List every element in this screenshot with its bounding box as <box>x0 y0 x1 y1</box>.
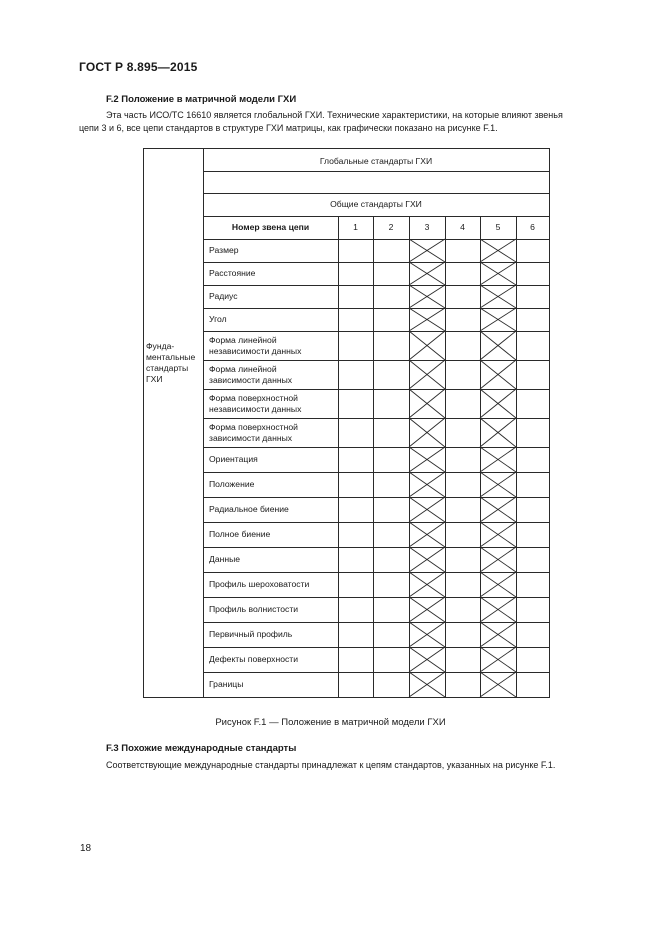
row-label-line: Размер <box>209 245 239 255</box>
row-label-line: независимости данных <box>209 403 302 414</box>
row-label-line: Ориентация <box>209 454 258 464</box>
row-label-line: Полное биение <box>209 529 271 539</box>
row-label-line: Профиль волнистости <box>209 604 299 614</box>
row-label-line: Форма линейной <box>209 334 277 345</box>
page-number: 18 <box>80 843 92 854</box>
row-label-line: Расстояние <box>209 268 256 278</box>
row-label-line: Радиальное биение <box>209 504 289 514</box>
row-label-line: Угол <box>209 314 227 324</box>
chain-number-2: 2 <box>388 222 394 232</box>
row-label-line: Форма поверхностной <box>209 421 298 432</box>
row-label-line: зависимости данных <box>209 432 293 443</box>
row-label-line: Радиус <box>209 291 238 301</box>
row-label-line: Дефекты поверхности <box>209 654 299 664</box>
chain-number-6: 6 <box>530 222 535 232</box>
chain-number-header: Номер звена цепи <box>231 222 310 232</box>
fundamental-standards-label-line: стандарты <box>146 363 189 373</box>
chain-number-3: 3 <box>424 222 430 232</box>
section-f2-paragraph-line1: Эта часть ИСО/ТС 16610 является глобальной ГХИ. Технические характеристики, на которые влияют звенья <box>106 110 563 120</box>
row-label-line: Границы <box>209 679 244 689</box>
fundamental-standards-label-line: ментальные <box>146 352 196 362</box>
fundamental-standards-label-line: Фунда- <box>146 341 175 351</box>
row-label-line: Форма поверхностной <box>209 392 298 403</box>
row-label-line: зависимости данных <box>209 374 293 385</box>
figure-caption: Рисунок F.1 — Положение в матричной модели ГХИ <box>215 717 446 728</box>
general-standards-label: Общие стандарты ГХИ <box>330 199 422 209</box>
row-label-line: Профиль шероховатости <box>209 579 310 589</box>
section-f2-title: F.2 Положение в матричной модели ГХИ <box>106 94 297 105</box>
row-label-line: независимости данных <box>209 345 302 356</box>
row-label-line: Первичный профиль <box>209 629 293 639</box>
chain-number-5: 5 <box>495 222 501 232</box>
row-label-line: Форма линейной <box>209 363 277 374</box>
section-f3-title: F.3 Похожие международные стандарты <box>106 743 297 754</box>
document-id: ГОСТ Р 8.895—2015 <box>79 60 198 74</box>
row-label-line: Данные <box>209 554 241 564</box>
chain-number-4: 4 <box>460 222 465 232</box>
row-label-line: Положение <box>209 479 255 489</box>
global-standards-label: Глобальные стандарты ГХИ <box>319 156 433 166</box>
section-f3-paragraph: Соответствующие международные стандарты принадлежат к цепям стандартов, указанных на рисунке F.1. <box>106 760 556 770</box>
section-f2-paragraph-line2: цепи 3 и 6, все цепи стандартов в структуре ГХИ матрицы, как графически показано на рисунке F.1. <box>79 123 498 133</box>
fundamental-standards-label-line: ГХИ <box>146 374 163 384</box>
chain-number-1: 1 <box>353 222 358 232</box>
